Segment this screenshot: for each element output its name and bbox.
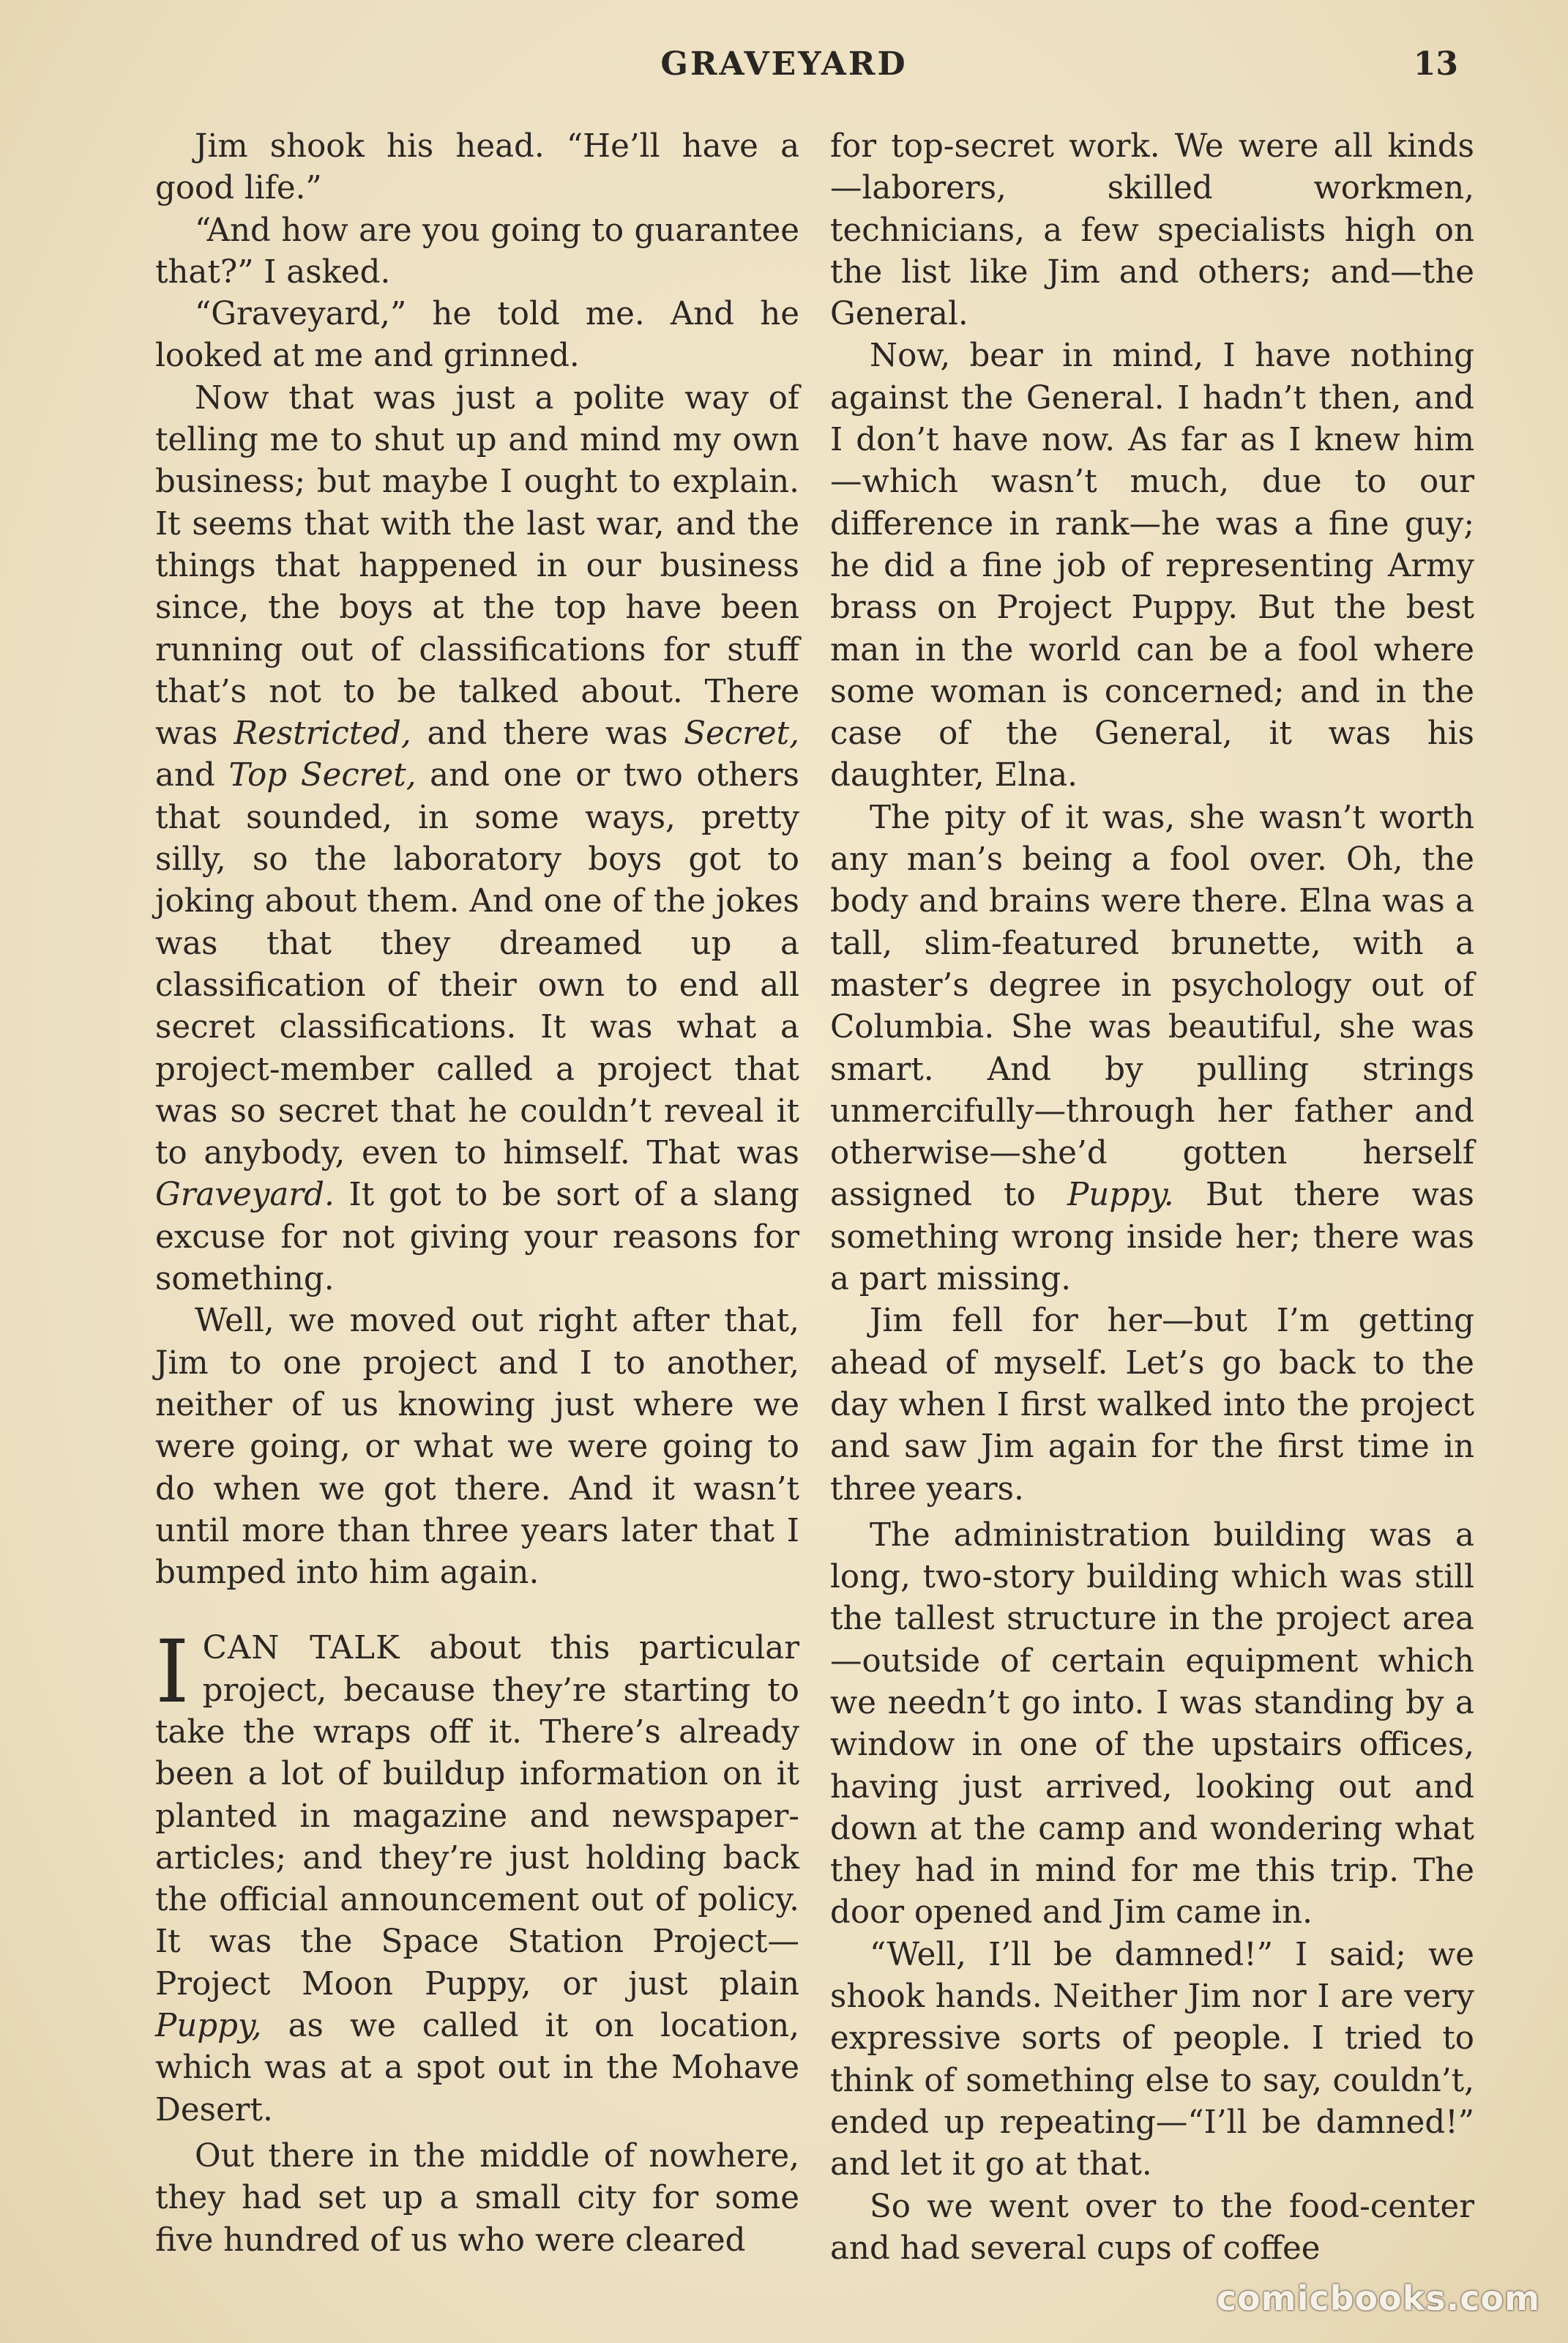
running-title: GRAVEYARD bbox=[660, 45, 908, 83]
text-run: But there was something wrong inside her; there was a part missing. bbox=[830, 1177, 1474, 1298]
italic-text: Puppy, bbox=[155, 2008, 262, 2045]
paragraph bbox=[155, 378, 799, 1301]
paragraph bbox=[830, 797, 1474, 1301]
italic-text: Top Secret, bbox=[228, 757, 417, 794]
right-column bbox=[830, 126, 1474, 2270]
paragraph: Jim fell for her—but I’m getting ahead of myself. Let’s go back to the day when I first walked into the project and saw Jim again for the first time in three years. bbox=[830, 1303, 1474, 1508]
running-header bbox=[0, 45, 1568, 97]
italic-text: Graveyard. bbox=[155, 1177, 335, 1214]
paragraph: “And how are you going to guarantee that?” I asked. bbox=[155, 212, 799, 291]
paragraph: Now, bear in mind, I have nothing against the General. I hadn’t then, and I don’t have now. As far as I knew him—which wasn’t much, due to our difference in rank—he was a fine guy; he did a fine job of representing Army brass on Project Puppy. But the best man in the world can be a fool where some woman is concerned; and in the case of the General, it was his daughter, Elna. bbox=[830, 338, 1474, 794]
paragraph: Out there in the middle of nowhere, they had set up a small city for some five hundred of us who were cleared bbox=[155, 2137, 799, 2259]
text-run: It got to be sort of a slang excuse for not giving your reasons for something. bbox=[155, 1177, 799, 1298]
text-run: as we called it on location, which was at a spot out in the Mohave Desert. bbox=[155, 2008, 799, 2128]
italic-text: Secret, bbox=[684, 715, 799, 753]
text-run: and there was bbox=[411, 715, 684, 753]
small-caps-lead: CAN TALK bbox=[202, 1630, 400, 1667]
page-number: 13 bbox=[1413, 45, 1458, 83]
site-watermark: comicbooks.com bbox=[1216, 2279, 1540, 2318]
paragraph: The administration building was a long, two-story building which was still the tallest structure in the project area—outside of certain equipment which we needn’t go into. I was standing by a window in one of the upstairs offices, having just arrived, looking out and down at the camp and wondering what they had in mind for me this trip. The door opened and Jim came in. bbox=[830, 1516, 1474, 1932]
drop-cap: I bbox=[155, 1621, 190, 1723]
text-run: about this particular project, because they’re starting to take the wraps off it. There’s already been a lot of buildup information on it planted in magazine and newspaper-articles; and they’re just holding back the official announcement out of policy. It was the Space Station Project—Project Moon Puppy, or just plain bbox=[155, 1630, 799, 2003]
text-run: The pity of it was, she wasn’t worth any man’s being a fool over. Oh, the body and brains were there. Elna was a tall, slim-featured brunette, with a master’s degree in psychology out of Columbia. She was beautiful, she was smart. And by pulling strings unmercifully—through her father and otherwise—she’d gotten herself assigned to bbox=[830, 799, 1474, 1214]
paragraph: So we went over to the food-center and had several cups of coffee bbox=[830, 2188, 1474, 2267]
italic-text: Puppy. bbox=[1067, 1177, 1174, 1214]
text-run: and one or two others that sounded, in some ways, pretty silly, so the laboratory boys got to joking about them. And one of the jokes was that they dreamed up a classification of their own to end all secret classifications. It was what a project-member called a project that was so secret that he couldn’t reveal it to anybody, even to himself. That was bbox=[155, 757, 799, 1172]
paragraph: Well, we moved out right after that, Jim to one project and I to another, neither of us knowing just where we were going, or what we were going to do when we got there. And it wasn’t until more than three years later that I bumped into him again. bbox=[155, 1303, 799, 1592]
text-run: and bbox=[155, 757, 229, 794]
paragraph: “Graveyard,” he told me. And he looked at me and grinned. bbox=[155, 296, 799, 375]
paragraph: “Well, I’ll be damned!” I said; we shook hands. Neither Jim nor I are very expressive sorts of people. I tried to think of something else to say, couldn’t, ended up repeating—“I’ll be damned!” and let it go at that. bbox=[830, 1936, 1474, 2183]
italic-text: Restricted, bbox=[234, 715, 411, 753]
section-opening-paragraph bbox=[155, 1621, 799, 2131]
left-column bbox=[155, 126, 799, 2262]
paragraph: for top-secret work. We were all kinds—laborers, skilled workmen, technicians, a few specialists high on the list like Jim and others; and—the General. bbox=[830, 128, 1474, 333]
text-run: Now that was just a polite way of telling me to shut up and mind my own business; but maybe I ought to explain. It seems that with the last war, and the things that happened in our business since, the boys at the top have been running out of classifications for stuff that’s not to be talked about. There was bbox=[155, 379, 799, 753]
paragraph: Jim shook his head. “He’ll have a good life.” bbox=[155, 128, 799, 207]
